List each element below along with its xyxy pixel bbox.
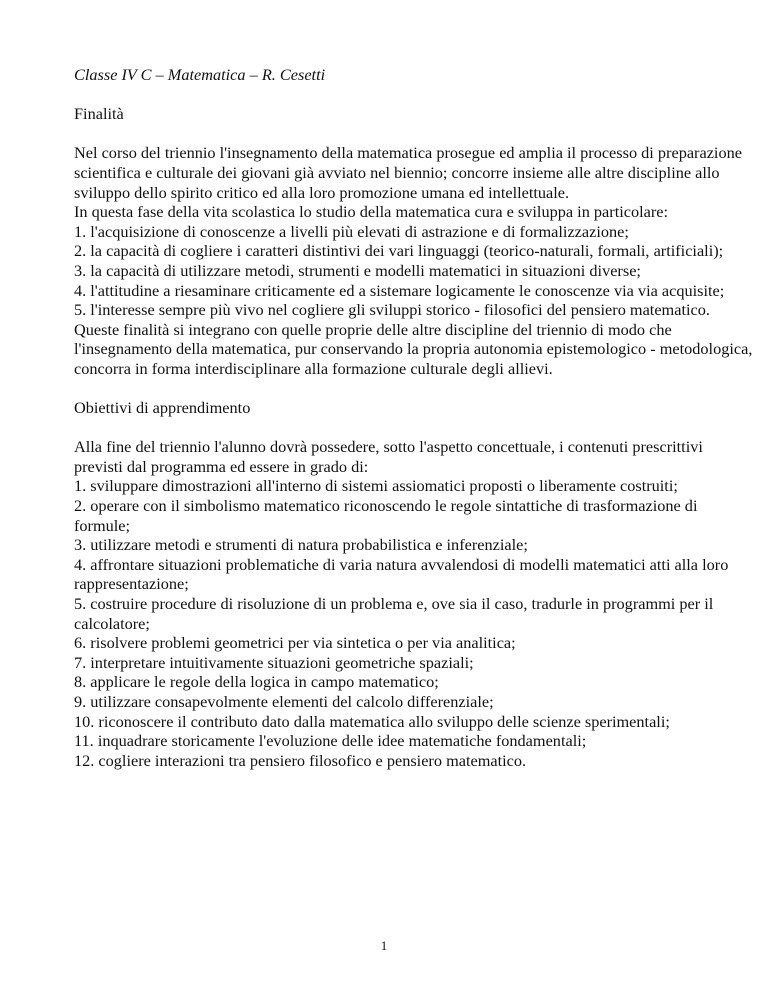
list-item: 3. utilizzare metodi e strumenti di natura probabilistica e inferenziale;	[74, 535, 528, 555]
list-item: 6. risolvere problemi geometrici per via sintetica o per via analitica;	[74, 633, 516, 653]
document-title: Classe IV C – Matematica – R. Cesetti	[74, 65, 326, 84]
list-item: 8. applicare le regole della logica in campo matematico;	[74, 672, 439, 692]
page-number: 1	[380, 938, 388, 953]
section-heading-finalita: Finalità	[74, 104, 124, 124]
list-item: 2. operare con il simbolismo matematico riconoscendo le regole sintattiche di trasformazione di formule;	[74, 496, 698, 535]
list-item: 1. l'acquisizione di conoscenze a livelli più elevati di astrazione e di formalizzazione;	[74, 221, 629, 241]
list-item: 12. cogliere interazioni tra pensiero filosofico e pensiero matematico.	[74, 750, 527, 770]
finalita-closing: Queste finalità si integrano con quelle proprie delle altre discipline del triennio di modo che l'insegnamento della matematica, pur conservando la propria autonomia epistemologico - metodologica, concorra in forma interdisciplinare alla formazione culturale degli allievi.	[74, 319, 753, 378]
list-item: 5. costruire procedure di risoluzione di un problema e, ove sia il caso, tradurle in programmi per il calcolatore;	[74, 594, 714, 633]
finalita-lead: In questa fase della vita scolastica lo studio della matematica cura e sviluppa in particolare:	[74, 202, 669, 222]
finalita-list	[74, 222, 754, 320]
list-item: 4. affrontare situazioni problematiche di varia natura avvalendosi di modelli matematici atti alla loro rappresentazione;	[74, 554, 729, 594]
finalita-intro: Nel corso del triennio l'insegnamento della matematica prosegue ed amplia il processo di preparazione scientifica e culturale dei giovani già avviato nel biennio; concorre insieme alle altre discipline allo sviluppo dello spirito critico ed alla loro promozione umana ed intellettuale.	[74, 143, 742, 202]
list-item: 11. inquadrare storicamente l'evoluzione delle idee matematiche fondamentali;	[74, 731, 587, 751]
spacer	[74, 379, 754, 399]
spacer	[74, 85, 754, 105]
list-item: 10. riconoscere il contributo dato dalla matematica allo sviluppo delle scienze sperimentali;	[74, 711, 670, 731]
section-heading-obiettivi: Obiettivi di apprendimento	[74, 398, 251, 418]
list-item: 3. la capacità di utilizzare metodi, strumenti e modelli matematici in situazioni diverse;	[74, 260, 641, 280]
spacer	[74, 418, 754, 438]
obiettivi-list	[74, 476, 754, 770]
list-item: 2. la capacità di cogliere i caratteri distintivi dei vari linguaggi (teorico-naturali, formali, artificiali);	[74, 241, 724, 261]
obiettivi-lead: Alla fine del triennio l'alunno dovrà possedere, sotto l'aspetto concettuale, i contenuti prescrittivi previsti dal programma ed essere in grado di:	[74, 437, 703, 476]
document-page	[74, 65, 754, 770]
list-item: 5. l'interesse sempre più vivo nel cogliere gli sviluppi storico - filosofici del pensiero matematico.	[74, 300, 710, 320]
list-item: 9. utilizzare consapevolmente elementi del calcolo differenziale;	[74, 692, 494, 711]
list-item: 4. l'attitudine a riesaminare criticamente ed a sistemare logicamente le conoscenze via via acquisite;	[74, 280, 725, 300]
list-item: 1. sviluppare dimostrazioni all'interno di sistemi assiomatici proposti o liberamente costruiti;	[74, 476, 678, 496]
spacer	[74, 124, 754, 144]
list-item: 7. interpretare intuitivamente situazioni geometriche spaziali;	[74, 652, 474, 672]
